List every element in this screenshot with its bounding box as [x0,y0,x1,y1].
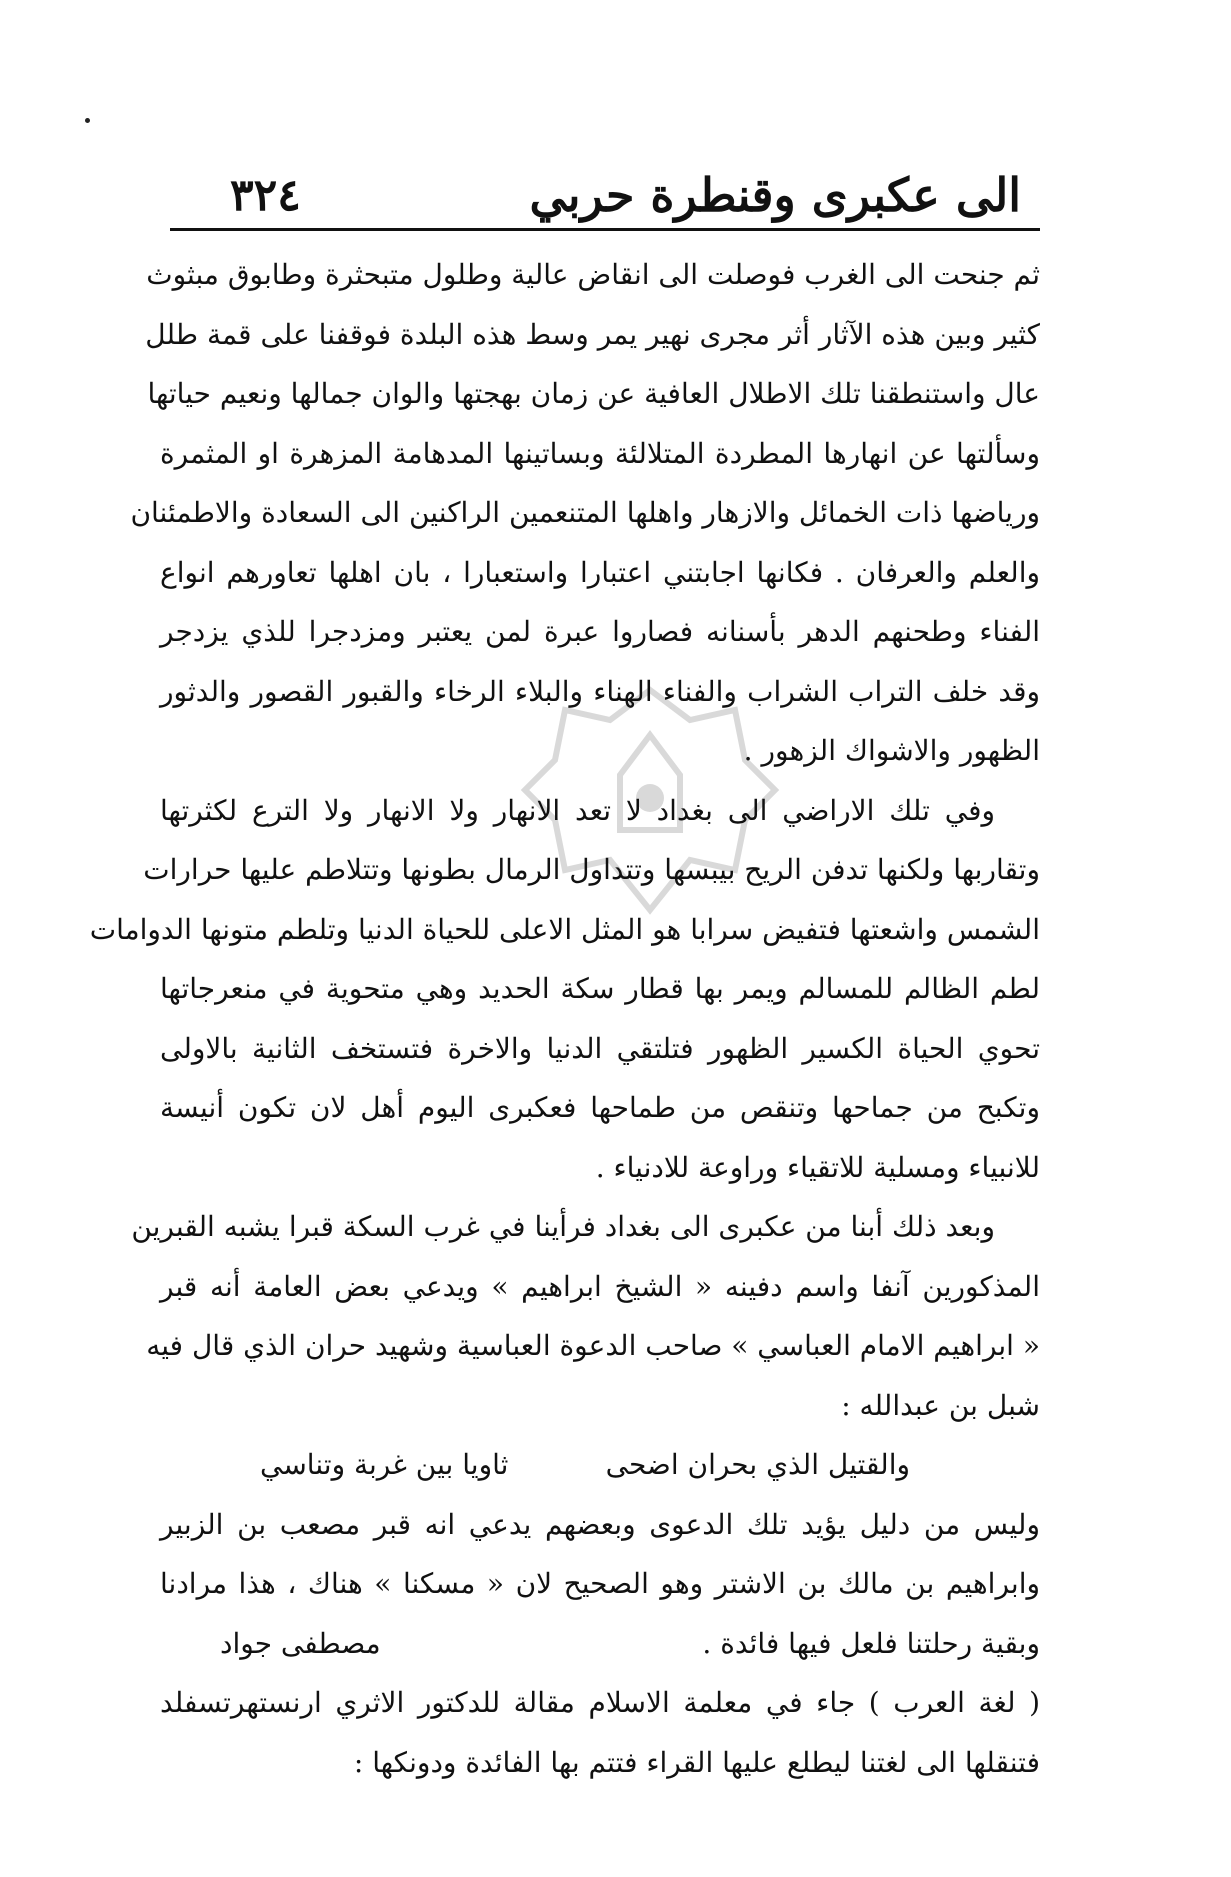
author-signature: مصطفى جواد [220,1626,381,1660]
paragraph-4 [160,1495,1040,1674]
page-number: ٣٢٤ [230,169,301,221]
text-line: الشمس واشعتها فتفيض سرابا هو المثل الاعلى للحياة الدنيا وتلطم متونها الدوامات [89,912,1040,946]
text-line: ثم جنحت الى الغرب فوصلت الى انقاض عالية وطلول متبحثرة وطابوق مبثوث [146,258,1040,291]
poetry-verse [160,1435,1040,1495]
text-line: الفناء وطحنهم الدهر بأسنانه فصاروا عبرة لمن يعتبر ومزدجرا للذي يزدجر [160,615,1040,648]
article-body [89,245,1040,1792]
text-line: والعلم والعرفان . فكانها اجابتني اعتبارا واستعبارا ، بان اهلها تعاورهم انواع [160,555,1040,589]
text-line: وبقية رحلتنا فلعل فيها فائدة . [702,1626,1040,1660]
text-line: وسألتها عن انهارها المطردة المتلالئة وبساتينها المدهامة المزهرة او المثمرة [160,436,1040,470]
text-line: وابراهيم بن مالك بن الاشتر وهو الصحيح لان « مسكنا » هناك ، هذا مرادنا [160,1567,1040,1600]
verse-second-hemistich: ثاويا بين غربة وتناسي [260,1448,509,1481]
text-line: فتنقلها الى لغتنا ليطلع عليها القراء فتتم بها الفائدة ودونكها : [353,1745,1040,1779]
text-line: وتقاربها ولكنها تدفن الريح بيبسها وتتداول الرمال بطونها وتتلاطم عليها حرارات [143,853,1040,886]
page-header [230,165,1021,225]
text-line: لطم الظالم للمسالم ويمر بها قطار سكة الحديد وهي متحوية في منعرجاتها [160,972,1040,1005]
text-line: وبعد ذلك أبنا من عكبرى الى بغداد فرأينا في غرب السكة قبرا يشبه القبرين [131,1210,995,1243]
text-line: كثير وبين هذه الآثار أثر مجرى نهير يمر وسط هذه البلدة فوقفنا على قمة طلل [145,317,1040,351]
text-line: للانبياء ومسلية للاتقياء وراوعة للادنياء . [595,1150,1040,1184]
ink-speck [85,118,90,123]
text-line: عال واستنطقنا تلك الاطلال العافية عن زمان بهجتها والوان جمالها ونعيم حياتها [147,377,1040,410]
text-line: « ابراهيم الامام العباسي » صاحب الدعوة العباسية وشهيد حران الذي قال فيه [146,1329,1040,1362]
text-line: ورياضها ذات الخمائل والازهار واهلها المتنعمين الراكنين الى السعادة والاطمئنان [130,496,1040,529]
paragraph-3 [131,1197,1040,1435]
text-line: وقد خلف التراب الشراب والفناء الهناء والبلاء الرخاء والقبور القصور والدثور [160,674,1040,708]
text-line: وفي تلك الاراضي الى بغداد لا تعد الانهار ولا الانهار ولا الترع لكثرتها [160,793,995,827]
running-title: الى عكبرى وقنطرة حربي [529,168,1021,222]
text-line: شبل بن عبدالله : [841,1388,1040,1422]
paragraph-1 [130,245,1040,781]
text-line: تحوي الحياة الكسير الظهور فتلتقي الدنيا والاخرة فتستخف الثانية بالاولى [160,1031,1040,1065]
verse-first-hemistich: والقتيل الذي بحران اضحى [605,1448,910,1481]
text-line: المذكورين آنفا واسم دفينه « الشيخ ابراهيم » ويدعي بعض العامة أنه قبر [160,1269,1040,1303]
closing-line-with-signature [160,1614,1040,1674]
text-line: وتكبح من جماحها وتنقص من طماحها فعكبرى اليوم أهل لان تكون أنيسة [160,1091,1040,1124]
text-line: ( لغة العرب ) جاء في معلمة الاسلام مقالة للدكتور الاثري ارنستهرتسفلد [160,1686,1040,1719]
text-line: وليس من دليل يؤيد تلك الدعوى وبعضهم يدعي انه قبر مصعب بن الزبير [160,1507,1040,1541]
paragraph-2 [89,781,1040,1198]
header-rule [170,228,1040,231]
text-line: الظهور والاشواك الزهور . [743,734,1040,767]
paragraph-5 [160,1673,1040,1792]
